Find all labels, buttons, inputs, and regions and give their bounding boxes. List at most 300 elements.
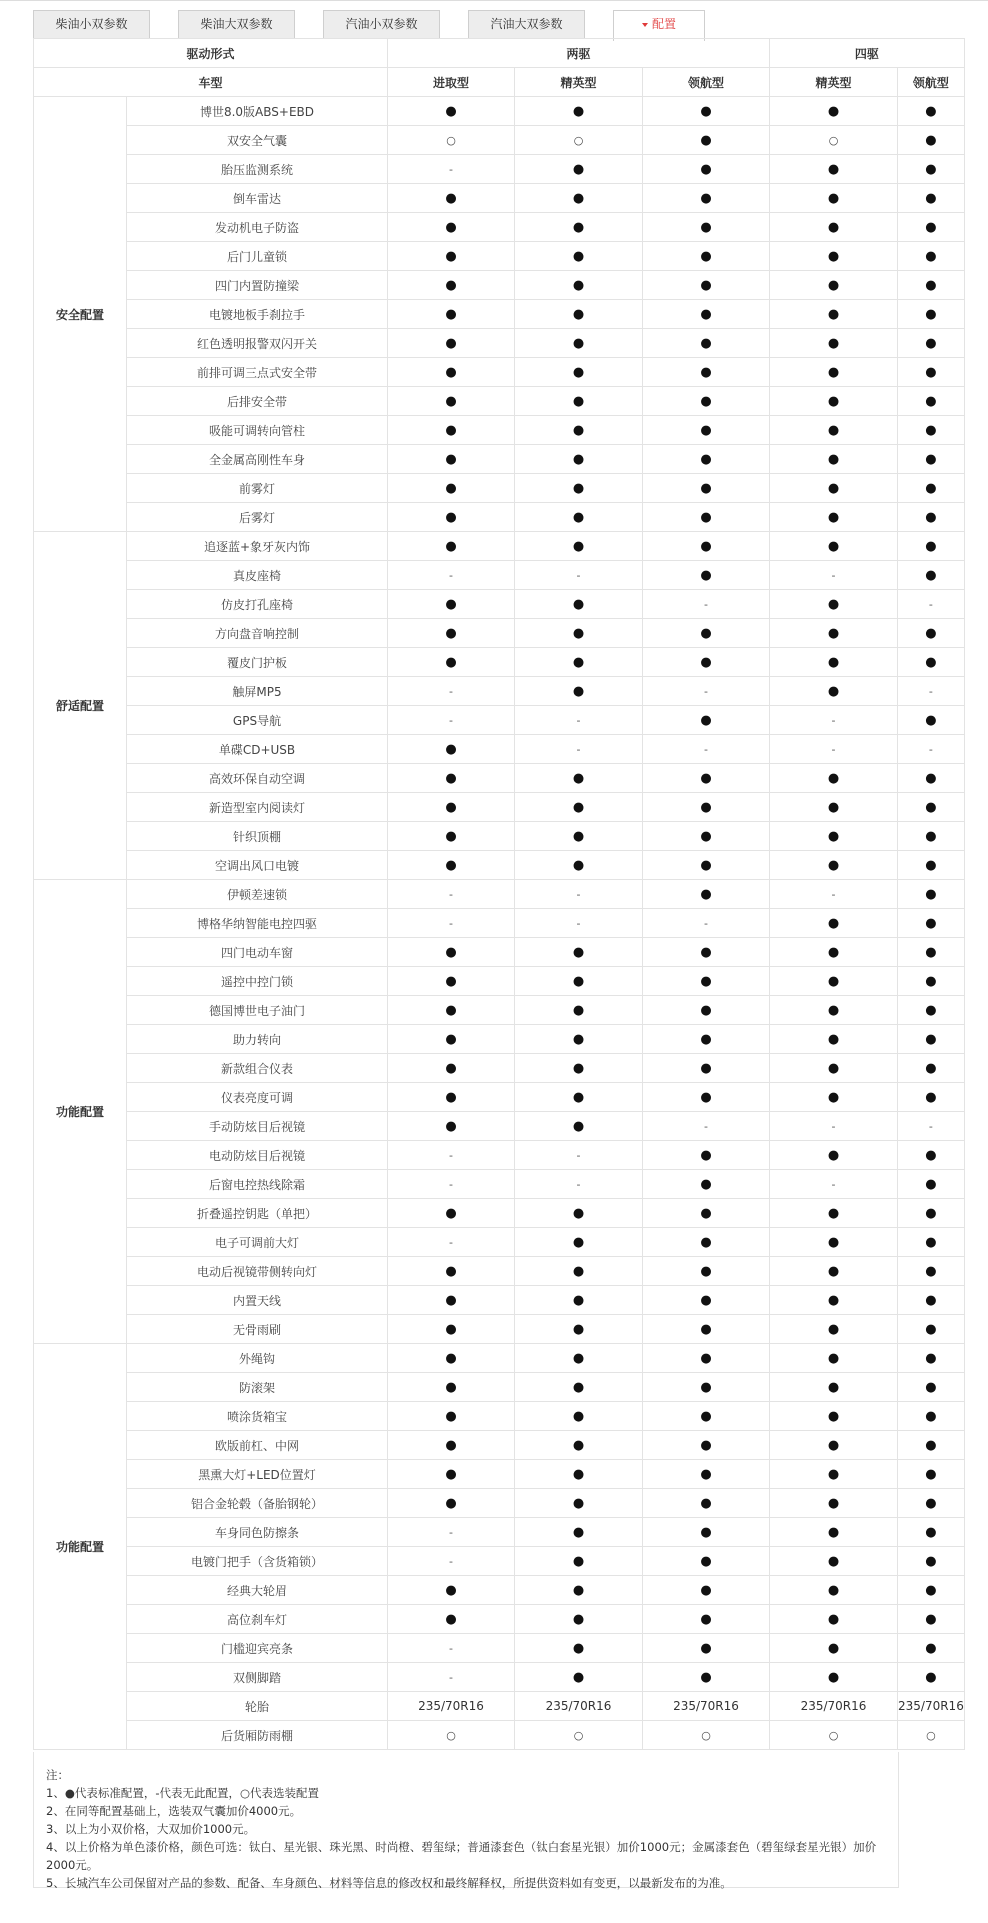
standard-mark: ●: [827, 1524, 840, 1540]
feature-name: 四门电动车窗: [127, 938, 388, 967]
standard-mark: ●: [925, 828, 937, 844]
standard-mark: ●: [925, 538, 937, 554]
value-cell: [643, 561, 770, 590]
standard-mark: ●: [700, 364, 712, 380]
standard-mark: ●: [827, 1147, 840, 1163]
table-row: [34, 1576, 965, 1605]
none-mark: -: [704, 685, 708, 698]
standard-mark: ●: [700, 1611, 712, 1627]
table-row: [34, 590, 965, 619]
value-cell: [770, 184, 898, 213]
value-cell: [643, 619, 770, 648]
value-cell: [643, 1344, 770, 1373]
standard-mark: ●: [700, 1466, 712, 1482]
standard-mark: ●: [925, 1292, 937, 1308]
standard-mark: ●: [700, 1495, 712, 1511]
table-row: [34, 97, 965, 126]
standard-mark: ●: [925, 886, 937, 902]
value-cell: [643, 1402, 770, 1431]
value-cell: [770, 909, 898, 938]
value-cell: [898, 1315, 965, 1344]
value-cell: [388, 1199, 515, 1228]
standard-mark: ●: [700, 1060, 712, 1076]
standard-mark: ●: [827, 683, 840, 699]
table-row: [34, 822, 965, 851]
value-cell: [770, 242, 898, 271]
feature-name: 高位刹车灯: [127, 1605, 388, 1634]
value-cell: [898, 1141, 965, 1170]
standard-mark: ●: [925, 422, 937, 438]
none-mark: -: [449, 1642, 453, 1655]
none-mark: -: [576, 917, 581, 930]
standard-mark: ●: [925, 393, 937, 409]
standard-mark: ●: [572, 103, 585, 119]
standard-mark: ●: [700, 480, 712, 496]
value-cell: [643, 996, 770, 1025]
standard-mark: ●: [445, 1582, 457, 1598]
note-line: 1、●代表标准配置，-代表无此配置，○代表选装配置: [46, 1786, 320, 1800]
standard-mark: ●: [700, 103, 712, 119]
none-mark: -: [449, 714, 453, 727]
standard-mark: ●: [700, 1031, 712, 1047]
value-cell: [898, 1373, 965, 1402]
standard-mark: ●: [925, 799, 937, 815]
value-cell: [515, 329, 643, 358]
value-cell: [515, 1228, 643, 1257]
table-row: [34, 1489, 965, 1518]
value-cell: [515, 1605, 643, 1634]
standard-mark: ●: [445, 654, 457, 670]
note-line: 3、以上为小双价格，大双加价1000元。: [46, 1822, 256, 1836]
feature-name: 经典大轮眉: [127, 1576, 388, 1605]
feature-name: 后门儿童锁: [127, 242, 388, 271]
table-row: [34, 793, 965, 822]
standard-mark: ●: [827, 248, 840, 264]
standard-mark: ●: [700, 828, 712, 844]
standard-mark: ●: [445, 480, 457, 496]
value-cell: [898, 1460, 965, 1489]
standard-mark: ●: [925, 1321, 937, 1337]
feature-name: 后窗电控热线除霜: [127, 1170, 388, 1199]
value-cell: 235/70R16: [515, 1692, 643, 1721]
table-row: [34, 1547, 965, 1576]
standard-mark: ●: [572, 335, 585, 351]
table-row: [34, 764, 965, 793]
standard-mark: ●: [827, 770, 840, 786]
two-wd-header: 两驱: [388, 39, 770, 68]
value-cell: [643, 387, 770, 416]
standard-mark: ●: [572, 451, 585, 467]
model-header: 进取型: [388, 68, 515, 97]
value-cell: [388, 793, 515, 822]
feature-name: 轮胎: [127, 1692, 388, 1721]
none-mark: -: [449, 1526, 453, 1539]
table-row: [34, 1112, 965, 1141]
value-cell: [388, 242, 515, 271]
notes-panel: [33, 1752, 899, 1888]
value-cell: [515, 967, 643, 996]
none-mark: -: [449, 1671, 453, 1684]
feature-name: 电子可调前大灯: [127, 1228, 388, 1257]
tab-diesel-large-double[interactable]: 柴油大双参数: [178, 10, 295, 38]
value-cell: [388, 1721, 515, 1750]
value-cell: [770, 1170, 898, 1199]
standard-mark: ●: [572, 1205, 585, 1221]
value-cell: [898, 1721, 965, 1750]
table-row: [34, 445, 965, 474]
feature-name: 伊顿差速锁: [127, 880, 388, 909]
standard-mark: ●: [925, 161, 937, 177]
standard-mark: ●: [700, 1321, 712, 1337]
standard-mark: ●: [445, 277, 457, 293]
feature-name: 红色透明报警双闪开关: [127, 329, 388, 358]
feature-name: 后雾灯: [127, 503, 388, 532]
value-cell: [770, 1315, 898, 1344]
value-cell: [643, 851, 770, 880]
table-row: [34, 1460, 965, 1489]
value-cell: [643, 590, 770, 619]
standard-mark: ●: [827, 306, 840, 322]
value-cell: [388, 1576, 515, 1605]
standard-mark: ●: [700, 161, 712, 177]
feature-name: 高效环保自动空调: [127, 764, 388, 793]
value-cell: [770, 1518, 898, 1547]
value-cell: [515, 213, 643, 242]
standard-mark: ●: [572, 1466, 585, 1482]
value-cell: [898, 793, 965, 822]
value-cell: [898, 1112, 965, 1141]
value-cell: [898, 619, 965, 648]
value-cell: [515, 880, 643, 909]
value-cell: 235/70R16: [388, 1692, 515, 1721]
standard-mark: ●: [572, 1321, 585, 1337]
value-cell: [643, 1605, 770, 1634]
standard-mark: ●: [925, 1263, 937, 1279]
feature-name: 后货厢防雨棚: [127, 1721, 388, 1750]
standard-mark: ●: [700, 944, 712, 960]
value-cell: [643, 1170, 770, 1199]
standard-mark: ●: [925, 654, 937, 670]
standard-mark: ●: [700, 857, 712, 873]
model-header: 精英型: [770, 68, 898, 97]
standard-mark: ●: [445, 190, 457, 206]
value-cell: [388, 648, 515, 677]
standard-mark: ●: [445, 1350, 457, 1366]
optional-mark: ○: [446, 134, 456, 147]
feature-name: 单碟CD+USB: [127, 735, 388, 764]
standard-mark: ●: [925, 1176, 937, 1192]
feature-name: 铝合金轮毂（备胎钢轮）: [127, 1489, 388, 1518]
value-cell: [770, 1344, 898, 1373]
value-cell: [515, 1634, 643, 1663]
value-cell: [898, 1257, 965, 1286]
standard-mark: ●: [445, 1089, 457, 1105]
value-cell: [388, 1141, 515, 1170]
none-mark: -: [576, 743, 581, 756]
value-cell: [898, 1547, 965, 1576]
table-row: [34, 532, 965, 561]
value-cell: [388, 503, 515, 532]
value-cell: [643, 822, 770, 851]
standard-mark: ●: [445, 103, 457, 119]
value-cell: [898, 184, 965, 213]
value-cell: [643, 503, 770, 532]
value-cell: [515, 97, 643, 126]
standard-mark: ●: [827, 364, 840, 380]
standard-mark: ●: [827, 1350, 840, 1366]
value-cell: [515, 1663, 643, 1692]
standard-mark: ●: [572, 1263, 585, 1279]
none-mark: -: [449, 685, 453, 698]
feature-name: 新款组合仪表: [127, 1054, 388, 1083]
value-cell: [643, 1141, 770, 1170]
standard-mark: ●: [572, 306, 585, 322]
model-header: 领航型: [898, 68, 965, 97]
standard-mark: ●: [925, 1466, 937, 1482]
value-cell: [515, 1489, 643, 1518]
standard-mark: ●: [445, 973, 457, 989]
value-cell: [898, 909, 965, 938]
standard-mark: ●: [572, 1669, 585, 1685]
standard-mark: ●: [445, 335, 457, 351]
standard-mark: ●: [925, 451, 937, 467]
optional-mark: ○: [573, 134, 584, 147]
standard-mark: ●: [445, 799, 457, 815]
standard-mark: ●: [445, 1321, 457, 1337]
table-row: [34, 619, 965, 648]
standard-mark: ●: [827, 509, 840, 525]
value-cell: [515, 358, 643, 387]
value-cell: [898, 97, 965, 126]
value-cell: [515, 1141, 643, 1170]
feature-name: 德国博世电子油门: [127, 996, 388, 1025]
feature-name: 仪表亮度可调: [127, 1083, 388, 1112]
value-cell: [643, 735, 770, 764]
standard-mark: ●: [700, 770, 712, 786]
value-cell: [770, 1373, 898, 1402]
feature-name: 追逐蓝+象牙灰内饰: [127, 532, 388, 561]
value-cell: [388, 1257, 515, 1286]
standard-mark: ●: [925, 1408, 937, 1424]
standard-mark: ●: [700, 451, 712, 467]
value-cell: [898, 764, 965, 793]
standard-mark: ●: [700, 1640, 712, 1656]
standard-mark: ●: [827, 277, 840, 293]
standard-mark: ●: [827, 1002, 840, 1018]
standard-mark: ●: [572, 1234, 585, 1250]
value-cell: [388, 938, 515, 967]
standard-mark: ●: [827, 219, 840, 235]
value-cell: [515, 1170, 643, 1199]
value-cell: [770, 503, 898, 532]
standard-mark: ●: [700, 1553, 712, 1569]
value-cell: [643, 793, 770, 822]
optional-mark: ○: [446, 1729, 456, 1742]
value-cell: [643, 155, 770, 184]
value-cell: [388, 822, 515, 851]
standard-mark: ●: [827, 1495, 840, 1511]
value-cell: [898, 851, 965, 880]
table-row: [34, 1257, 965, 1286]
standard-mark: ●: [925, 1553, 937, 1569]
value-cell: [643, 1083, 770, 1112]
table-row: [34, 300, 965, 329]
optional-mark: ○: [828, 1729, 839, 1742]
value-cell: [388, 996, 515, 1025]
value-cell: [388, 1025, 515, 1054]
value-cell: [388, 1460, 515, 1489]
value-cell: [770, 880, 898, 909]
value-cell: [898, 1605, 965, 1634]
tab-diesel-small-double[interactable]: 柴油小双参数: [33, 10, 150, 38]
value-cell: [388, 1344, 515, 1373]
table-row: [34, 1663, 965, 1692]
standard-mark: ●: [827, 1089, 840, 1105]
tab-petrol-large-double[interactable]: 汽油大双参数: [468, 10, 585, 38]
optional-mark: ○: [828, 134, 839, 147]
feature-name: 方向盘音响控制: [127, 619, 388, 648]
none-mark: -: [449, 163, 453, 176]
value-cell: [898, 329, 965, 358]
tab-petrol-small-double[interactable]: 汽油小双参数: [323, 10, 440, 38]
standard-mark: ●: [445, 1031, 457, 1047]
value-cell: [770, 938, 898, 967]
standard-mark: ●: [572, 219, 585, 235]
feature-name: 门槛迎宾亮条: [127, 1634, 388, 1663]
value-cell: [388, 126, 515, 155]
value-cell: [388, 1634, 515, 1663]
value-cell: [388, 1286, 515, 1315]
model-header: 精英型: [515, 68, 643, 97]
standard-mark: ●: [445, 1437, 457, 1453]
value-cell: [643, 967, 770, 996]
value-cell: [643, 242, 770, 271]
standard-mark: ●: [572, 1524, 585, 1540]
standard-mark: ●: [925, 712, 937, 728]
feature-name: 仿皮打孔座椅: [127, 590, 388, 619]
feature-name: 黑熏大灯+LED位置灯: [127, 1460, 388, 1489]
note-line: 4、以上价格为单色漆价格，颜色可选：钛白、星光银、珠光黑、时尚橙、碧玺绿；普通漆套色（钛白套星光银）加价1000元；金属漆套色（碧玺绿套星光银）加价2000元。: [46, 1840, 877, 1872]
standard-mark: ●: [925, 944, 937, 960]
standard-mark: ●: [700, 654, 712, 670]
feature-name: 覆皮门护板: [127, 648, 388, 677]
none-mark: -: [928, 1120, 933, 1133]
value-cell: [770, 1663, 898, 1692]
standard-mark: ●: [700, 567, 712, 583]
none-mark: -: [704, 917, 708, 930]
standard-mark: ●: [445, 1379, 457, 1395]
feature-name: 真皮座椅: [127, 561, 388, 590]
standard-mark: ●: [700, 509, 712, 525]
value-cell: [388, 1605, 515, 1634]
standard-mark: ●: [827, 161, 840, 177]
value-cell: [515, 155, 643, 184]
standard-mark: ●: [827, 1611, 840, 1627]
value-cell: [643, 271, 770, 300]
value-cell: [515, 1112, 643, 1141]
value-cell: [898, 1489, 965, 1518]
value-cell: [388, 474, 515, 503]
standard-mark: ●: [572, 1408, 585, 1424]
value-cell: [898, 1199, 965, 1228]
feature-name: 电镀地板手刹拉手: [127, 300, 388, 329]
standard-mark: ●: [572, 1002, 585, 1018]
standard-mark: ●: [572, 1089, 585, 1105]
none-mark: -: [831, 1178, 836, 1191]
table-row: [34, 880, 965, 909]
drive-header-row: [34, 39, 965, 68]
standard-mark: ●: [827, 190, 840, 206]
standard-mark: ●: [445, 393, 457, 409]
feature-name: GPS导航: [127, 706, 388, 735]
value-cell: [898, 1286, 965, 1315]
standard-mark: ●: [925, 915, 937, 931]
value-cell: [515, 561, 643, 590]
value-cell: [770, 271, 898, 300]
standard-mark: ●: [700, 712, 712, 728]
value-cell: [898, 1344, 965, 1373]
standard-mark: ●: [445, 1002, 457, 1018]
value-cell: [515, 242, 643, 271]
feature-name: 全金属高刚性车身: [127, 445, 388, 474]
standard-mark: ●: [925, 625, 937, 641]
value-cell: [388, 387, 515, 416]
table-row: [34, 1228, 965, 1257]
tab-config[interactable]: [613, 10, 705, 41]
value-cell: [515, 706, 643, 735]
standard-mark: ●: [572, 799, 585, 815]
standard-mark: ●: [827, 828, 840, 844]
value-cell: [898, 1663, 965, 1692]
value-cell: [770, 1605, 898, 1634]
value-cell: [770, 996, 898, 1025]
value-cell: [770, 387, 898, 416]
value-cell: [898, 271, 965, 300]
value-cell: [515, 271, 643, 300]
feature-name: 新造型室内阅读灯: [127, 793, 388, 822]
feature-name: 无骨雨刷: [127, 1315, 388, 1344]
standard-mark: ●: [827, 1437, 840, 1453]
value-cell: [643, 1431, 770, 1460]
feature-name: 双安全气囊: [127, 126, 388, 155]
group-label: 安全配置: [34, 97, 127, 532]
standard-mark: ●: [925, 1350, 937, 1366]
standard-mark: ●: [700, 886, 712, 902]
standard-mark: ●: [827, 1234, 840, 1250]
value-cell: [515, 1286, 643, 1315]
table-row: [34, 967, 965, 996]
standard-mark: ●: [572, 1060, 585, 1076]
table-row: [34, 1402, 965, 1431]
feature-name: 内置天线: [127, 1286, 388, 1315]
value-cell: [770, 590, 898, 619]
standard-mark: ●: [700, 1205, 712, 1221]
standard-mark: ●: [445, 451, 457, 467]
value-cell: [770, 561, 898, 590]
table-row: [34, 1141, 965, 1170]
standard-mark: ●: [445, 219, 457, 235]
value-cell: [898, 474, 965, 503]
standard-mark: ●: [827, 1582, 840, 1598]
value-cell: [898, 1402, 965, 1431]
value-cell: [388, 1547, 515, 1576]
value-cell: [643, 1315, 770, 1344]
value-cell: 235/70R16: [643, 1692, 770, 1721]
feature-name: 遥控中控门锁: [127, 967, 388, 996]
standard-mark: ●: [572, 538, 585, 554]
value-cell: [515, 1547, 643, 1576]
value-cell: [515, 851, 643, 880]
